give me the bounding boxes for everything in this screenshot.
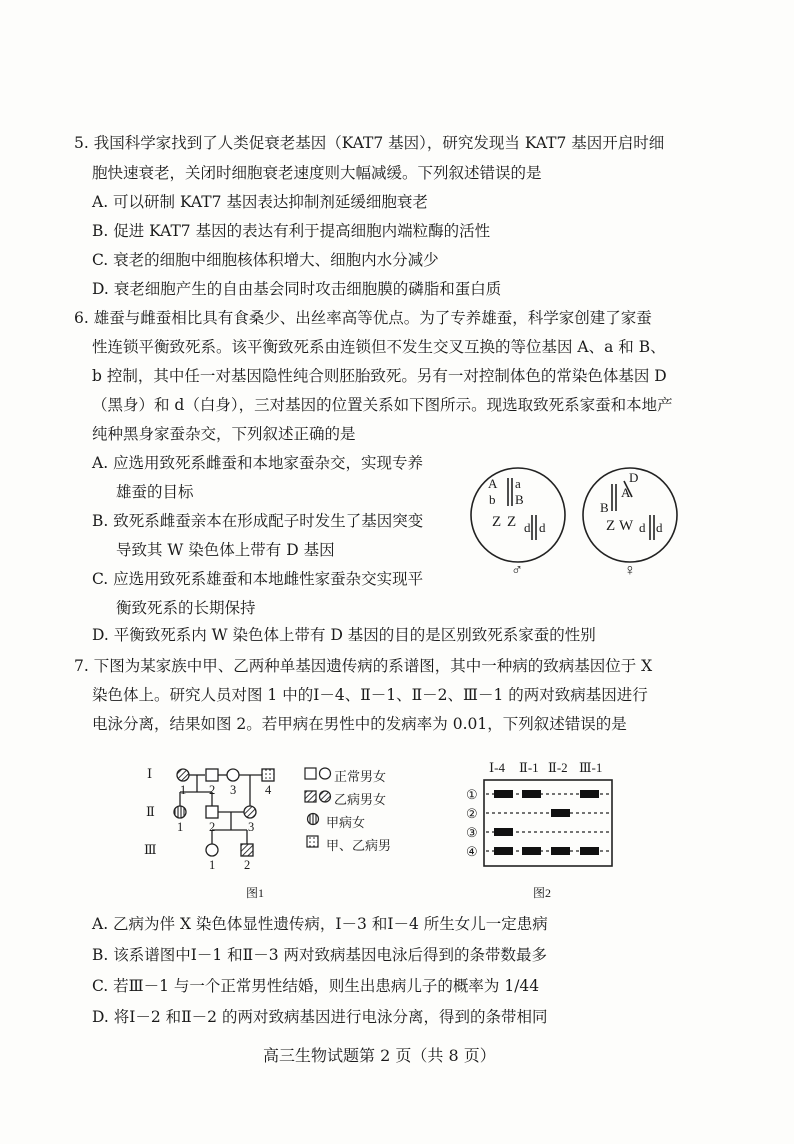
gel-band	[494, 790, 513, 798]
gel-band	[494, 828, 513, 836]
q6-option-c-line1: C. 应选用致死系雄蚕和本地雌性家蚕杂交实现平	[92, 570, 424, 588]
q7-option-b: B. 该系谱图中Ⅰ－1 和Ⅱ－3 两对致病基因电泳后得到的条带数最多	[92, 946, 547, 964]
num-II-2: 2	[209, 820, 216, 834]
page-footer: 高三生物试题第 2 页（共 8 页）	[263, 1046, 496, 1065]
male-allele-a: a	[515, 476, 521, 491]
num-III-2: 2	[244, 858, 251, 872]
q6-stem-line5: 纯种黑身家蚕杂交，下列叙述正确的是	[92, 425, 356, 443]
fig1-caption: 图1	[246, 886, 265, 900]
female-allele-A: A	[621, 485, 631, 500]
q7-option-d: D. 将Ⅰ－2 和Ⅱ－2 的两对致病基因进行电泳分离，得到的条带相同	[92, 1008, 548, 1026]
female-chrom-W: W	[619, 518, 634, 534]
q5-stem-line2: 胞快速衰老，关闭时细胞衰老速度则大幅减缓。下列叙述错误的是	[92, 164, 542, 182]
q5-option-b: B. 促进 KAT7 基因的表达有利于提高细胞内端粒酶的活性	[92, 222, 491, 240]
num-I-3: 3	[230, 783, 237, 797]
q5-stem-line1: 5. 我国科学家找到了人类促衰老基因（KAT7 基因），研究发现当 KAT7 基因开启时细	[74, 134, 665, 152]
gel-band	[551, 809, 570, 817]
q6-option-a-line2: 雄蚕的目标	[116, 483, 194, 501]
gel-row-4: ④	[466, 844, 478, 859]
gel-band	[580, 790, 599, 798]
num-I-4: 4	[265, 783, 272, 797]
num-III-1: 1	[209, 858, 216, 872]
q6-option-b-line1: B. 致死系雌蚕亲本在形成配子时发生了基因突变	[92, 512, 424, 530]
gel-band	[522, 847, 541, 855]
male-symbol: ♂	[511, 562, 523, 579]
female-allele-d1: d	[639, 520, 646, 535]
female-allele-d2: d	[656, 520, 663, 535]
legend-jia-female: 甲病女	[326, 815, 366, 830]
q7-stem-line1: 7. 下图为某家族中甲、乙两种单基因遗传病的系谱图，其中一种病的致病基因位于 X	[74, 657, 653, 675]
num-II-1: 1	[177, 820, 184, 834]
num-I-2: 2	[209, 783, 216, 797]
q6-stem-line2: 性连锁平衡致死系。该平衡致死系由连锁但不发生交叉互换的等位基因 A、a 和 B、	[92, 338, 666, 356]
gen-label-I: Ⅰ	[147, 766, 153, 781]
gel-col-I-4: Ⅰ-4	[489, 760, 505, 775]
q6-option-d: D. 平衡致死系内 W 染色体上带有 D 基因的目的是区别致死系家蚕的性别	[92, 626, 596, 644]
female-allele-D: D	[629, 470, 639, 485]
male-allele-d1: d	[524, 520, 531, 535]
q5-option-d: D. 衰老细胞产生的自由基会同时攻击细胞膜的磷脂和蛋白质	[92, 280, 502, 298]
q6-option-a-line1: A. 应选用致死系雌蚕和本地家蚕杂交，实现专养	[92, 454, 424, 472]
gel-col-II-1: Ⅱ-1	[519, 760, 539, 775]
male-allele-b: b	[489, 492, 496, 507]
q6-stem-line4: （黑身）和 d（白身），三对基因的位置关系如下图所示。现选取致死系家蚕和本地产	[92, 396, 673, 414]
legend-both-male: 甲、乙病男	[326, 838, 392, 853]
gel-col-II-2: Ⅱ-2	[548, 760, 568, 775]
female-allele-B: B	[600, 500, 609, 515]
q7-stem-line2: 染色体上。研究人员对图 1 中的Ⅰ－4、Ⅱ－1、Ⅱ－2、Ⅲ－1 的两对致病基因进行	[92, 686, 648, 704]
q5-option-a: A. 可以研制 KAT7 基因表达抑制剂延缓细胞衰老	[92, 193, 428, 211]
gel-band	[580, 847, 599, 855]
male-allele-A: A	[488, 476, 498, 491]
male-allele-B: B	[515, 492, 524, 507]
gel-row-2: ②	[466, 806, 478, 821]
gel-row-3: ③	[466, 825, 478, 840]
gel-band	[551, 847, 570, 855]
fig2-caption: 图2	[533, 886, 552, 900]
q6-option-b-line2: 导致其 W 染色体上带有 D 基因	[116, 541, 335, 559]
q7-option-a: A. 乙病为伴 X 染色体显性遗传病，Ⅰ－3 和Ⅰ－4 所生女儿一定患病	[92, 915, 548, 933]
num-I-1: 1	[180, 783, 187, 797]
q6-option-c-line2: 衡致死系的长期保持	[116, 599, 256, 617]
legend-normal: 正常男女	[334, 769, 387, 784]
q7-stem-line3: 电泳分离，结果如图 2。若甲病在男性中的发病率为 0.01，下列叙述错误的是	[92, 715, 627, 733]
q6-stem-line3: b 控制，其中任一对基因隐性纯合则胚胎致死。另有一对控制体色的常染色体基因 D	[92, 367, 667, 385]
q5-option-c: C. 衰老的细胞中细胞核体积增大、细胞内水分减少	[92, 251, 439, 269]
q7-option-c: C. 若Ⅲ－1 与一个正常男性结婚，则生出患病儿子的概率为 1/44	[92, 977, 540, 995]
q6-stem-line1: 6. 雄蚕与雌蚕相比具有食桑少、出丝率高等优点。为了专养雄蚕，科学家创建了家蚕	[74, 309, 652, 327]
female-chrom-Z: Z	[606, 518, 616, 534]
female-symbol: ♀	[624, 562, 636, 579]
male-allele-d2: d	[539, 520, 546, 535]
gel-band	[522, 790, 541, 798]
male-chrom-Z2: Z	[507, 514, 517, 530]
gen-label-III: Ⅲ	[144, 842, 157, 857]
gel-band	[494, 847, 513, 855]
gel-col-III-1: Ⅲ-1	[579, 760, 603, 775]
legend-yi-disease: 乙病男女	[334, 792, 387, 807]
male-chrom-Z1: Z	[492, 514, 502, 530]
num-II-3: 3	[248, 820, 255, 834]
gen-label-II: Ⅱ	[146, 804, 155, 819]
gel-row-1: ①	[466, 787, 478, 802]
